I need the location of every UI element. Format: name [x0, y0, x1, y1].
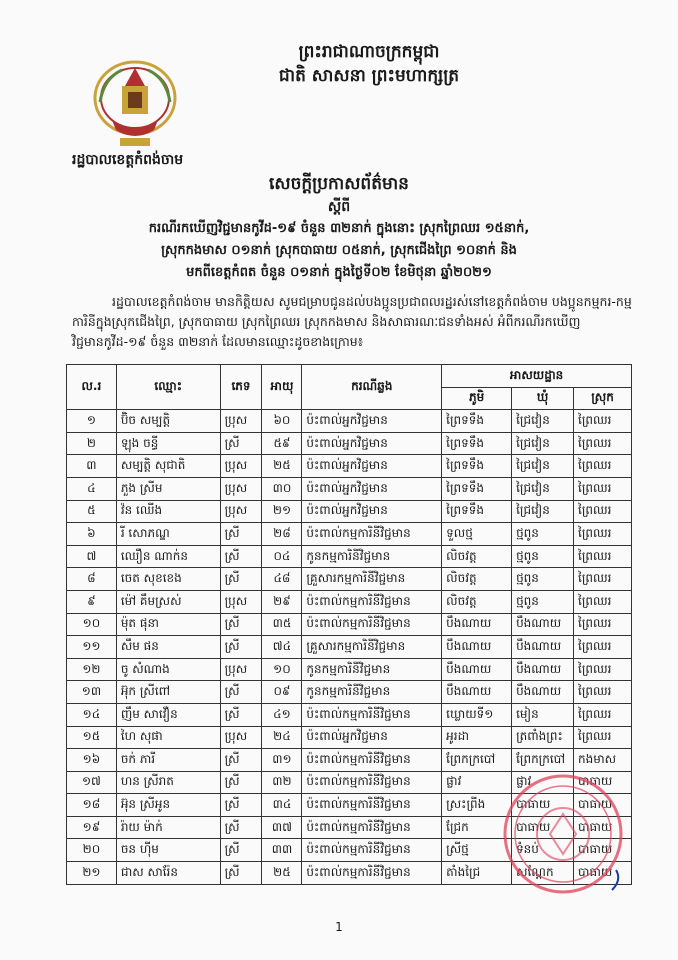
table-row: [67, 477, 632, 500]
cell-commune: សណ្តែក: [512, 862, 574, 885]
cell-district: ព្រៃឈរ: [574, 726, 632, 749]
cell-age: ៧៤: [262, 636, 302, 659]
cell-district: ព្រៃឈរ: [574, 545, 632, 568]
cell-name: ហៃ សុផា: [116, 726, 220, 749]
header-case: ករណីឆ្លង: [302, 365, 442, 410]
title-line-2: ស្តីពី: [327, 199, 351, 215]
page-number: 1: [335, 920, 343, 934]
cell-sex: ប្រុស: [220, 726, 262, 749]
cell-age: ៦០: [262, 410, 302, 433]
cell-commune: ព្រែកក្របៅ: [512, 749, 574, 772]
cell-village: បឹងណាយ: [442, 658, 512, 681]
cell-village: ស្រីថ្ម: [442, 839, 512, 862]
cell-sex: ស្រី: [220, 432, 262, 455]
cell-village: លិចវត្ត: [442, 545, 512, 568]
cell-village: ព្រៃទទឹង: [442, 500, 512, 523]
header-district: ស្រុក: [574, 387, 632, 410]
cell-village: លិចវត្ត: [442, 590, 512, 613]
cell-district: ព្រៃឈរ: [574, 636, 632, 659]
cell-age: ៣០: [262, 477, 302, 500]
table-row: [67, 749, 632, 772]
table-row: [67, 432, 632, 455]
cell-case: ប៉ះពាល់អ្នកវិជ្ជមាន: [302, 726, 442, 749]
cell-commune: ថ្មពូន: [512, 523, 574, 546]
table-row: [67, 613, 632, 636]
cell-name: ប៊ិច សម្បត្តិ: [116, 410, 220, 433]
cell-commune: ថ្មពូន: [512, 590, 574, 613]
cell-age: ៤១: [262, 703, 302, 726]
cell-name: អ៊ុក ស្រីពៅ: [116, 681, 220, 704]
cell-commune: មៀន: [512, 703, 574, 726]
cell-commune: ផ្លាវ: [512, 771, 574, 794]
cell-age: ៥៩: [262, 432, 302, 455]
header-village: ភូមិ: [442, 387, 512, 410]
cell-age: ២៨: [262, 523, 302, 546]
cell-no: ២១: [67, 862, 117, 885]
cell-district: បាធាយ: [574, 771, 632, 794]
cell-name: ហន ស្រីរាត: [116, 771, 220, 794]
cell-no: ១៣: [67, 681, 117, 704]
cell-commune: ត្រពាំងព្រះ: [512, 726, 574, 749]
cell-village: បឹងណាយ: [442, 681, 512, 704]
cell-case: គ្រួសារកម្មការិនីវិជ្ជមាន: [302, 568, 442, 591]
cell-age: ២៥: [262, 862, 302, 885]
cell-name: ចក់ ភារី: [116, 749, 220, 772]
cell-sex: ស្រី: [220, 839, 262, 862]
cell-commune: បឹងណាយ: [512, 658, 574, 681]
cell-age: ៣៧: [262, 816, 302, 839]
cell-case: ប៉ះពាល់កម្មការិនីវិជ្ជមាន: [302, 816, 442, 839]
cell-age: ៤៨: [262, 568, 302, 591]
administration-name: រដ្ឋបាលខេត្តកំពង់ចាម: [72, 152, 184, 168]
cell-no: ៦: [67, 523, 117, 546]
cell-name: ឡុង ចន្ធី: [116, 432, 220, 455]
cell-district: ព្រៃឈរ: [574, 432, 632, 455]
cell-name: អ៊ុន ស្រីអូន: [116, 794, 220, 817]
national-motto: ជាតិ សាសនា ព្រះមហាក្សត្រ: [278, 66, 460, 86]
cell-district: ព្រៃឈរ: [574, 523, 632, 546]
cell-no: ១៥: [67, 726, 117, 749]
cell-case: ប៉ះពាល់កម្មការិនីវិជ្ជមាន: [302, 613, 442, 636]
table-row: [67, 500, 632, 523]
cell-commune: បឹងណាយ: [512, 636, 574, 659]
cell-district: ព្រៃឈរ: [574, 613, 632, 636]
cell-no: ៩: [67, 590, 117, 613]
cell-case: គ្រួសារកម្មការិនីវិជ្ជមាន: [302, 636, 442, 659]
cell-district: ព្រៃឈរ: [574, 455, 632, 478]
cell-no: ១១: [67, 636, 117, 659]
cell-name: ឈឿន ណាក់ន: [116, 545, 220, 568]
intro-paragraph: [72, 292, 632, 352]
cell-age: ១០: [262, 658, 302, 681]
cell-case: ប៉ះពាល់អ្នកវិជ្ជមាន: [302, 410, 442, 433]
cell-commune: ជ្រៃវៀន: [512, 477, 574, 500]
cell-age: ៣៥: [262, 613, 302, 636]
cell-sex: ស្រី: [220, 681, 262, 704]
cell-sex: ស្រី: [220, 749, 262, 772]
cell-name: ចន ហ៊ីម: [116, 839, 220, 862]
cell-district: ព្រៃឈរ: [574, 568, 632, 591]
cell-sex: ស្រី: [220, 703, 262, 726]
cell-age: ២១: [262, 500, 302, 523]
cell-commune: ជ្រៃវៀន: [512, 455, 574, 478]
cell-case: ប៉ះពាល់កម្មការិនីវិជ្ជមាន: [302, 703, 442, 726]
cell-commune: បឹងណាយ: [512, 613, 574, 636]
cell-name: ញឹម សាវឿន: [116, 703, 220, 726]
header-commune: ឃុំ: [512, 387, 574, 410]
cell-district: ព្រៃឈរ: [574, 500, 632, 523]
cell-commune: ថ្មពូន: [512, 545, 574, 568]
cell-no: ៥: [67, 500, 117, 523]
header-address: អាសយដ្ឋាន: [442, 365, 632, 388]
table-row: [67, 681, 632, 704]
cell-village: ព្រៃទទឹង: [442, 432, 512, 455]
cell-age: ៣២: [262, 771, 302, 794]
cell-village: ព្រៃទទឹង: [442, 455, 512, 478]
table-row: [67, 568, 632, 591]
title-line-4: ស្រុកកងមាស ០១នាក់ ស្រុកបាធាយ ០៥នាក់, ស្រុកជើងព្រៃ ១០នាក់ និង: [161, 243, 517, 258]
cell-district: ព្រៃឈរ: [574, 477, 632, 500]
announcement-title: [0, 172, 678, 284]
cell-district: បាធាយ: [574, 816, 632, 839]
cell-village: ទួលថ្ម: [442, 523, 512, 546]
cell-district: បាធាយ: [574, 839, 632, 862]
cell-district: បាធាយ: [574, 794, 632, 817]
cell-no: ៨: [67, 568, 117, 591]
cell-age: ៣១: [262, 749, 302, 772]
cell-case: ប៉ះពាល់កម្មការិនីវិជ្ជមាន: [302, 523, 442, 546]
cell-village: ឃ្លោយទី១: [442, 703, 512, 726]
table-row: [67, 658, 632, 681]
table-row: [67, 590, 632, 613]
cell-sex: ប្រុស: [220, 477, 262, 500]
cell-age: ៣៤: [262, 794, 302, 817]
cell-sex: ស្រី: [220, 545, 262, 568]
cell-district: កងមាស: [574, 749, 632, 772]
cell-no: ៣: [67, 455, 117, 478]
cell-case: កូនកម្មការិនីវិជ្ជមាន: [302, 681, 442, 704]
cell-no: ១៤: [67, 703, 117, 726]
cell-sex: ស្រី: [220, 794, 262, 817]
cell-no: ៤: [67, 477, 117, 500]
header-age: អាយុ: [262, 365, 302, 410]
cell-sex: ប្រុស: [220, 658, 262, 681]
cell-case: កូនកម្មការិនីវិជ្ជមាន: [302, 658, 442, 681]
cell-age: ២៥: [262, 455, 302, 478]
cell-name: ម៉ុត ផុនា: [116, 613, 220, 636]
cell-commune: ជ្រៃវៀន: [512, 432, 574, 455]
cell-sex: ស្រី: [220, 613, 262, 636]
cell-sex: ប្រុស: [220, 410, 262, 433]
cell-district: ព្រៃឈរ: [574, 703, 632, 726]
intro-text: រដ្ឋបាលខេត្តកំពង់ចាម មានកិត្តិយស សូមជម្រាបជូនដល់បងប្អូនប្រជាពលរដ្ឋរស់នៅខេត្តកំពង់ចាម បងប្អូនកម្មករ-កម្មការិនីក្នុងស្រុកជើងព្រៃ, ស្រុកបាធាយ ស្រុកព្រៃឈរ ស្រុកកងមាស និងសាធារណៈជនទាំងអស់ អំពីករណីរកឃើញវិជ្ជមានកូវីដ-១៩ ចំនួន ៣២នាក់ ដែលមានឈ្មោះដូចខាងក្រោម៖: [72, 294, 632, 349]
cell-age: ២៤: [262, 726, 302, 749]
cell-sex: ប្រុស: [220, 500, 262, 523]
cell-name: ម៉ៅ គឹមស្រស់: [116, 590, 220, 613]
cell-name: សឹម ផន: [116, 636, 220, 659]
cell-case: ប៉ះពាល់អ្នកវិជ្ជមាន: [302, 432, 442, 455]
cell-case: កូនកម្មការិនីវិជ្ជមាន: [302, 545, 442, 568]
title-line-5: មកពីខេត្តកំពត ចំនួន ០១នាក់ ក្នុងថ្ងៃទី០២ ខែមិថុនា ឆ្នាំ២០២១: [186, 265, 492, 280]
cell-commune: ជ្រៃវៀន: [512, 500, 574, 523]
cell-village: បឹងណាយ: [442, 613, 512, 636]
cell-age: ៣៣: [262, 839, 302, 862]
cell-case: ប៉ះពាល់កម្មការិនីវិជ្ជមាន: [302, 771, 442, 794]
cell-case: ប៉ះពាល់អ្នកវិជ្ជមាន: [302, 477, 442, 500]
cell-commune: បាធាយ: [512, 816, 574, 839]
cell-name: ជាស សារ៉ែន: [116, 862, 220, 885]
cell-commune: បាធាយ: [512, 794, 574, 817]
kingdom-name: ព្រះរាជាណាចក្រកម្ពុជា: [298, 42, 440, 62]
cell-commune: ទំនប់: [512, 839, 574, 862]
cell-name: សម្បត្តិ សុជាតិ: [116, 455, 220, 478]
cell-no: ១០: [67, 613, 117, 636]
cell-name: ភួង ស្រីម: [116, 477, 220, 500]
table-row: [67, 545, 632, 568]
cell-case: ប៉ះពាល់កម្មការិនីវិជ្ជមាន: [302, 862, 442, 885]
cell-no: ១៨: [67, 794, 117, 817]
cell-no: ២: [67, 432, 117, 455]
cell-sex: ស្រី: [220, 816, 262, 839]
title-line-1: សេចក្តីប្រកាសព័ត៌មាន: [269, 174, 409, 194]
cell-name: រី សោភណ្ឌ: [116, 523, 220, 546]
cell-age: ០៤: [262, 545, 302, 568]
cell-commune: ជ្រៃវៀន: [512, 410, 574, 433]
provincial-emblem-icon: [92, 58, 178, 150]
cell-no: ១៦: [67, 749, 117, 772]
cell-name: ចូ សំណាង: [116, 658, 220, 681]
cell-sex: ស្រី: [220, 862, 262, 885]
cell-no: ១២: [67, 658, 117, 681]
cell-district: ព្រៃឈរ: [574, 658, 632, 681]
table-row: [67, 703, 632, 726]
cell-name: ចេត សុខខេង: [116, 568, 220, 591]
cell-case: ប៉ះពាល់អ្នកវិជ្ជមាន: [302, 500, 442, 523]
cell-district: បាធាយ: [574, 862, 632, 885]
cell-village: ស្រះព្រីង: [442, 794, 512, 817]
cell-village: តាំងជ្រៃ: [442, 862, 512, 885]
official-stamp-icon: [498, 770, 628, 898]
cell-sex: ស្រី: [220, 636, 262, 659]
cell-village: លិចវត្ត: [442, 568, 512, 591]
cell-village: ព្រៃទទឹង: [442, 410, 512, 433]
cell-case: ប៉ះពាល់កម្មការិនីវិជ្ជមាន: [302, 590, 442, 613]
cell-no: ១៧: [67, 771, 117, 794]
cell-age: ០៩: [262, 681, 302, 704]
title-line-3: ករណីរកឃើញវិជ្ជមានកូវីដ-១៩ ចំនួន ៣២នាក់ ក្នុងនោះ ស្រុកព្រៃឈរ ១៥នាក់,: [148, 221, 530, 236]
cell-commune: ថ្មពូន: [512, 568, 574, 591]
cell-case: ប៉ះពាល់កម្មការិនីវិជ្ជមាន: [302, 749, 442, 772]
cell-case: ប៉ះពាល់កម្មការិនីវិជ្ជមាន: [302, 794, 442, 817]
header-no: ល.រ: [67, 365, 117, 410]
cell-no: ១: [67, 410, 117, 433]
cell-no: ១៩: [67, 816, 117, 839]
cell-sex: ប្រុស: [220, 590, 262, 613]
table-row: [67, 523, 632, 546]
cell-no: ៧: [67, 545, 117, 568]
header-sex: ភេទ: [220, 365, 262, 410]
header-name: ឈ្មោះ: [116, 365, 220, 410]
table-row: [67, 455, 632, 478]
cell-district: ព្រៃឈរ: [574, 410, 632, 433]
cell-village: បឹងណាយ: [442, 636, 512, 659]
cell-commune: បឹងណាយ: [512, 681, 574, 704]
cell-no: ២០: [67, 839, 117, 862]
cell-sex: ស្រី: [220, 771, 262, 794]
cell-sex: ស្រី: [220, 523, 262, 546]
cell-village: ជ្រែក: [442, 816, 512, 839]
table-row: [67, 726, 632, 749]
cell-village: ព្រៃទទឹង: [442, 477, 512, 500]
cell-district: ព្រៃឈរ: [574, 681, 632, 704]
table-row: [67, 410, 632, 433]
cell-sex: ប្រុស: [220, 455, 262, 478]
cell-sex: ស្រី: [220, 568, 262, 591]
cell-name: វ៉ន ឈើង: [116, 500, 220, 523]
cell-name: រ៉ាយ ម៉ាក់: [116, 816, 220, 839]
cell-village: ផ្លាវ: [442, 771, 512, 794]
table-row: [67, 636, 632, 659]
cell-age: ២៩: [262, 590, 302, 613]
cell-case: ប៉ះពាល់អ្នកវិជ្ជមាន: [302, 455, 442, 478]
cell-district: ព្រៃឈរ: [574, 590, 632, 613]
cell-village: អូរដា: [442, 726, 512, 749]
cell-case: ប៉ះពាល់កម្មការិនីវិជ្ជមាន: [302, 839, 442, 862]
cell-village: ព្រែកក្របៅ: [442, 749, 512, 772]
